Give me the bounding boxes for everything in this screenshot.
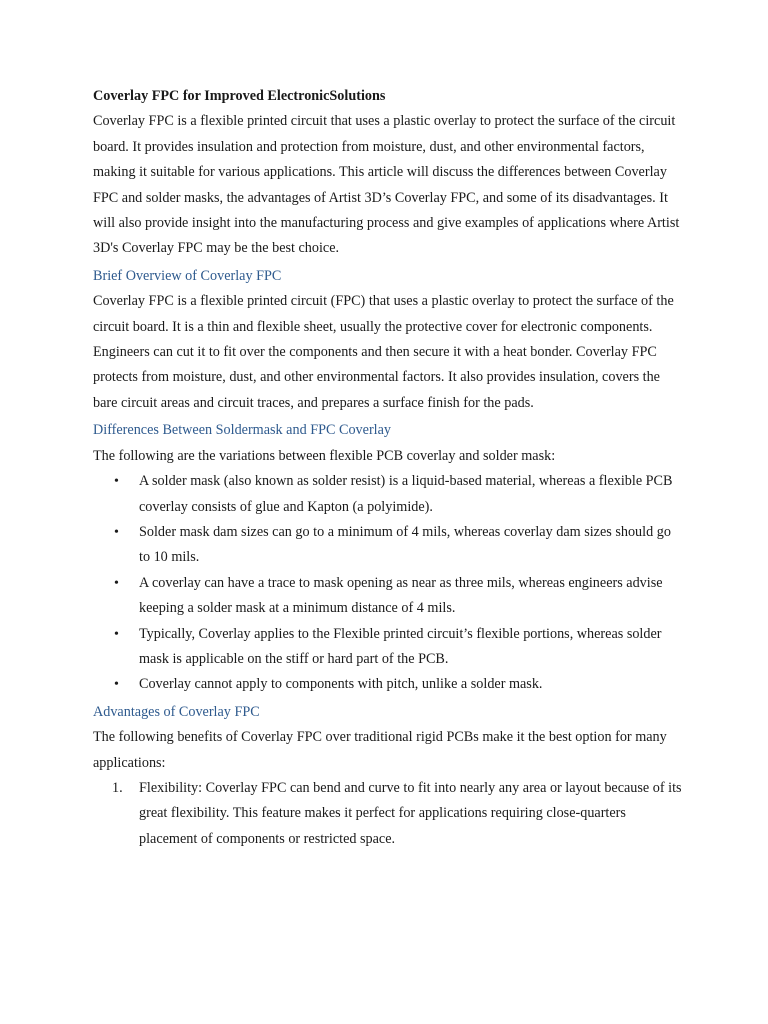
list-item-text: Flexibility: Coverlay FPC can bend and curve to fit into nearly any area or layout because of its great flexibility. This feature makes it perfect for applications requiring close-quarters placement of components or restricted space. bbox=[139, 779, 682, 847]
list-item-text: A coverlay can have a trace to mask opening as near as three mils, whereas engineers advise keeping a solder mask at a minimum distance of 4 mils. bbox=[139, 574, 663, 617]
bullet-marker: • bbox=[114, 626, 119, 642]
advantages-intro: The following benefits of Coverlay FPC over traditional rigid PCBs make it the best option for many applications: bbox=[93, 729, 667, 771]
bullet-marker: • bbox=[114, 524, 119, 540]
list-item-text: Coverlay cannot apply to components with pitch, unlike a solder mask. bbox=[139, 676, 543, 693]
document-title: Coverlay FPC for Improved ElectronicSolutions bbox=[93, 88, 386, 104]
bullet-marker: • bbox=[114, 474, 119, 490]
advantages-list bbox=[93, 776, 683, 852]
list-item-text: Solder mask dam sizes can go to a minimum of 4 mils, whereas coverlay dam sizes should go to 10 mils. bbox=[139, 523, 671, 566]
list-item bbox=[93, 776, 683, 852]
list-item-text: A solder mask (also known as solder resist) is a liquid-based material, whereas a flexible PCB coverlay consists of glue and Kapton (a polyimide). bbox=[139, 473, 673, 515]
list-item bbox=[93, 520, 683, 571]
bullet-marker: • bbox=[114, 575, 119, 591]
section-heading-overview: Brief Overview of Coverlay FPC bbox=[93, 267, 282, 284]
list-item bbox=[93, 469, 683, 520]
list-item-text: Typically, Coverlay applies to the Flexible printed circuit’s flexible portions, whereas solder mask is applicable on the stiff or hard part of the PCB. bbox=[139, 625, 662, 667]
bullet-marker: • bbox=[114, 677, 119, 693]
intro-paragraph: Coverlay FPC is a flexible printed circuit that uses a plastic overlay to protect the surface of the circuit board. It provides insulation and protection from moisture, dust, and other environmental factors, making it suitable for various applications. This article will discuss the differences between Coverlay FPC and solder masks, the advantages of Artist 3D’s Coverlay FPC, and some of its disadvantages. It will also provide insight into the manufacturing process and give examples of applications where Artist 3D's Coverlay FPC may be the best choice. bbox=[93, 113, 680, 257]
differences-list bbox=[93, 469, 683, 698]
document-page bbox=[93, 84, 683, 852]
differences-intro: The following are the variations between flexible PCB coverlay and solder mask: bbox=[93, 447, 556, 464]
overview-paragraph: Coverlay FPC is a flexible printed circuit (FPC) that uses a plastic overlay to protect the surface of the circuit board. It is a thin and flexible sheet, usually the protective cover for electronic components. Engineers can cut it to fit over the components and then secure it with a heat bonder. Coverlay FPC protects from moisture, dust, and other environmental factors. It also provides insulation, covers the bare circuit areas and circuit traces, and prepares a surface finish for the pads. bbox=[93, 293, 674, 411]
section-heading-differences: Differences Between Soldermask and FPC Coverlay bbox=[93, 422, 391, 439]
list-item bbox=[93, 672, 683, 697]
list-number: 1. bbox=[112, 779, 123, 796]
list-item bbox=[93, 622, 683, 673]
section-heading-advantages: Advantages of Coverlay FPC bbox=[93, 703, 260, 720]
list-item bbox=[93, 571, 683, 622]
